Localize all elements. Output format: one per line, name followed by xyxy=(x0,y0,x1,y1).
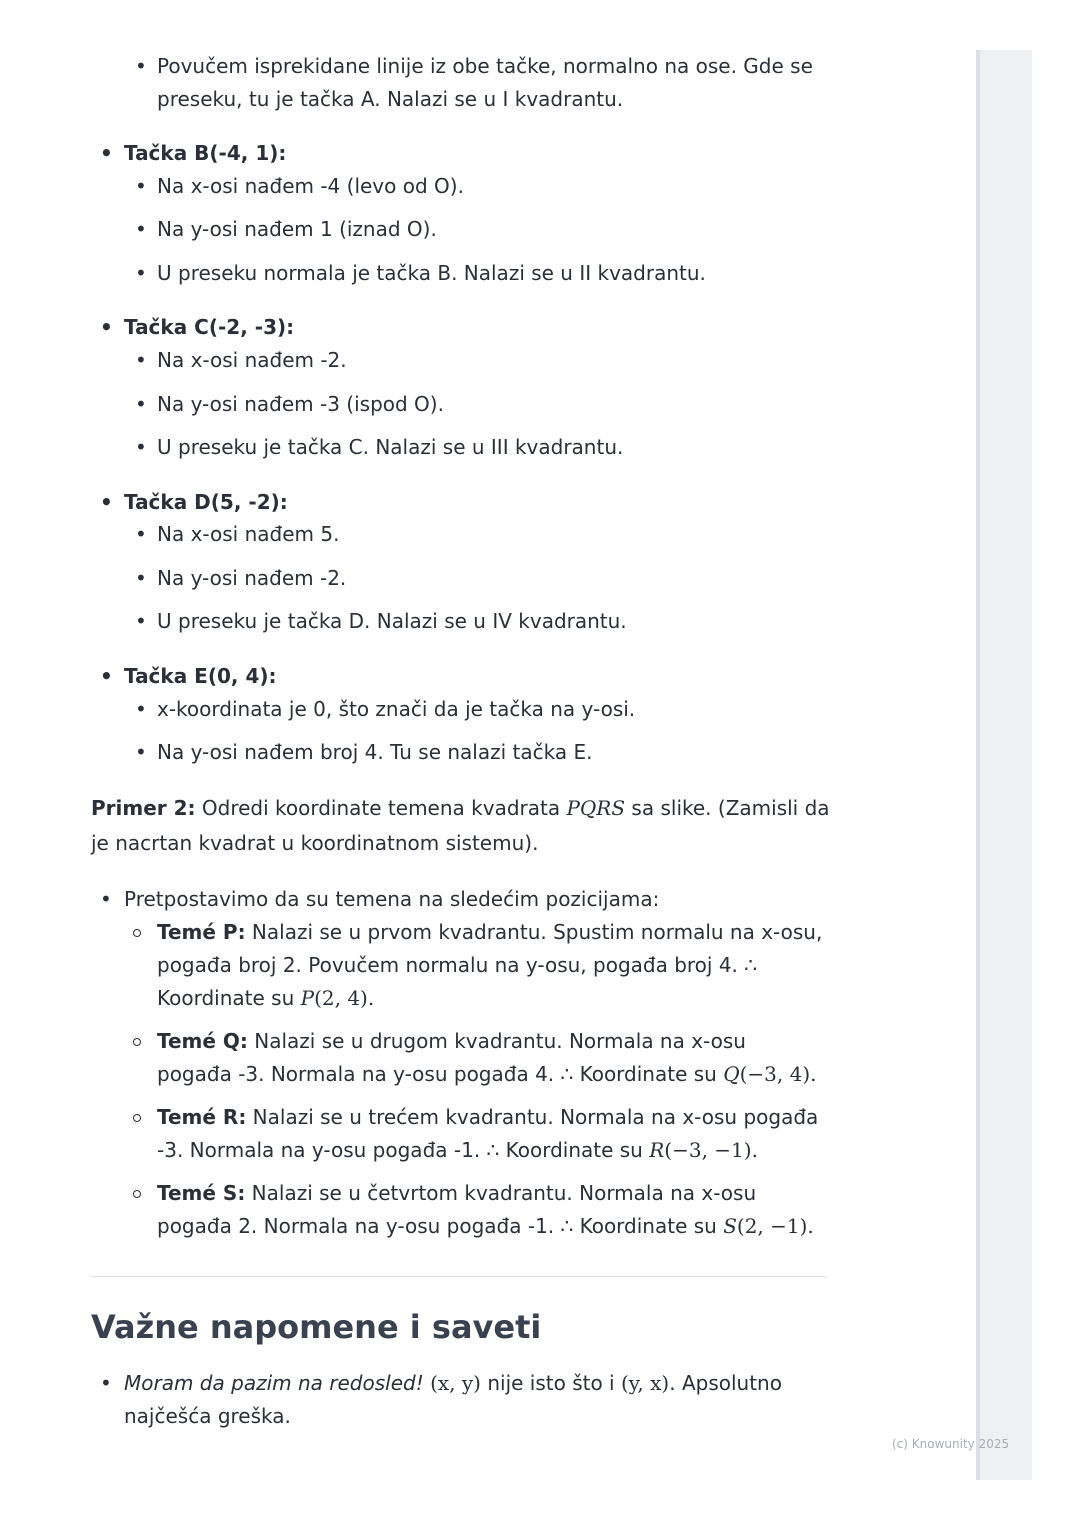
section-divider xyxy=(91,1276,827,1277)
example2-label: Primer 2: xyxy=(91,796,196,820)
list-item: • Povučem isprekidane linije iz obe tačke, normalno na ose. Gde se xyxy=(157,50,813,83)
yx-math: (y, x) xyxy=(620,1371,670,1395)
vertex-label: Temé R: xyxy=(157,1105,247,1129)
list-item: • U preseku je tačka C. Nalazi se u III kvadrantu. xyxy=(157,431,623,464)
vertex-s-line2 xyxy=(157,1210,814,1243)
example2-text: Odredi koordinate temena kvadrata xyxy=(195,796,567,820)
vertex-name-math: P xyxy=(300,986,315,1010)
vertex-p-item xyxy=(157,916,822,949)
vertex-label: Temé S: xyxy=(157,1181,246,1205)
example2-text: sa slike. (Zamisli da xyxy=(625,796,830,820)
vertex-q-item xyxy=(157,1025,746,1058)
list-item: • Na y-osi nađem 1 (iznad O). xyxy=(157,213,437,246)
vertex-text: Nalazi se u drugom kvadrantu. Normala na x-osu xyxy=(247,1029,746,1053)
vertex-name-math: R xyxy=(649,1138,665,1162)
note-emphasis: Moram da pazim na redosled! xyxy=(124,1371,424,1395)
note-item xyxy=(124,1367,782,1400)
vertex-text: pogađa 2. Normala na y-osu pogađa -1. ∴ Koordinate su xyxy=(157,1214,724,1238)
list-item-continuation: preseku, tu je tačka A. Nalazi se u I kvadrantu. xyxy=(157,87,624,111)
vertex-label: Temé Q: xyxy=(157,1029,248,1053)
scrollbar-track[interactable] xyxy=(976,50,1032,1480)
vertex-coord-math: (−3, 4). xyxy=(739,1062,817,1086)
vertex-text: Nalazi se u prvom kvadrantu. Spustim normalu na x-osu, xyxy=(245,920,823,944)
example2-paragraph xyxy=(91,792,830,825)
list-item: • U preseku je tačka D. Nalazi se u IV kvadrantu. xyxy=(157,605,627,638)
point-e-title: • Tačka E(0, 4): xyxy=(124,660,277,693)
vertex-coord-math: (2, 4). xyxy=(314,986,375,1010)
list-item: • Na x-osi nađem 5. xyxy=(157,518,339,551)
vertex-r-item xyxy=(157,1101,818,1134)
point-c-title: • Tačka C(-2, -3): xyxy=(124,311,294,344)
square-name-math: PQRS xyxy=(566,796,626,820)
copyright-footer: (c) Knowunity 2025 xyxy=(892,1437,1010,1451)
vertex-text: -3. Normala na y-osu pogađa -1. ∴ Koordinate su xyxy=(157,1138,650,1162)
vertex-text: Nalazi se u četvrtom kvadrantu. Normala na x-osu xyxy=(245,1181,757,1205)
list-item: • Pretpostavimo da su temena na sledećim pozicijama: xyxy=(124,883,659,916)
list-item: • x-koordinata je 0, što znači da je tačka na y-osi. xyxy=(157,693,635,726)
note-text: . Apsolutno xyxy=(669,1371,782,1395)
note-text: nije isto što i xyxy=(480,1371,621,1395)
vertex-label: Temé P: xyxy=(157,920,246,944)
vertex-name-math: S xyxy=(723,1214,737,1238)
point-d-title: • Tačka D(5, -2): xyxy=(124,486,288,519)
vertex-p-line3 xyxy=(157,982,374,1015)
vertex-text: Nalazi se u trećem kvadrantu. Normala na x-osu pogađa xyxy=(246,1105,819,1129)
point-b-title: • Tačka B(-4, 1): xyxy=(124,137,286,170)
list-item: • Na y-osi nađem -3 (ispod O). xyxy=(157,388,444,421)
vertex-r-line2 xyxy=(157,1134,758,1167)
vertex-text: Koordinate su xyxy=(157,986,301,1010)
vertex-q-line2 xyxy=(157,1058,817,1091)
list-item: • Na y-osi nađem broj 4. Tu se nalazi tačka E. xyxy=(157,736,592,769)
list-item: • Na x-osi nađem -4 (levo od O). xyxy=(157,170,464,203)
list-item: • U preseku normala je tačka B. Nalazi se u II kvadrantu. xyxy=(157,257,706,290)
list-item: • Na y-osi nađem -2. xyxy=(157,562,346,595)
list-item: • Na x-osi nađem -2. xyxy=(157,344,347,377)
example2-paragraph-line2: je nacrtan kvadrat u koordinatnom sistemu). xyxy=(91,831,539,855)
vertex-text: pogađa -3. Normala na y-osu pogađa 4. ∴ Koordinate su xyxy=(157,1062,724,1086)
vertex-name-math: Q xyxy=(723,1062,740,1086)
scrollbar-edge xyxy=(976,50,980,1480)
xy-math: (x, y) xyxy=(430,1371,481,1395)
vertex-p-line2: pogađa broj 2. Povučem normalu na y-osu, pogađa broj 4. ∴ xyxy=(157,953,757,977)
note-item-line2: najčešća greška. xyxy=(124,1404,291,1428)
vertex-coord-math: (−3, −1). xyxy=(664,1138,758,1162)
section-heading: Važne napomene i saveti xyxy=(91,1308,542,1346)
vertex-coord-math: (2, −1). xyxy=(736,1214,814,1238)
vertex-s-item xyxy=(157,1177,756,1210)
